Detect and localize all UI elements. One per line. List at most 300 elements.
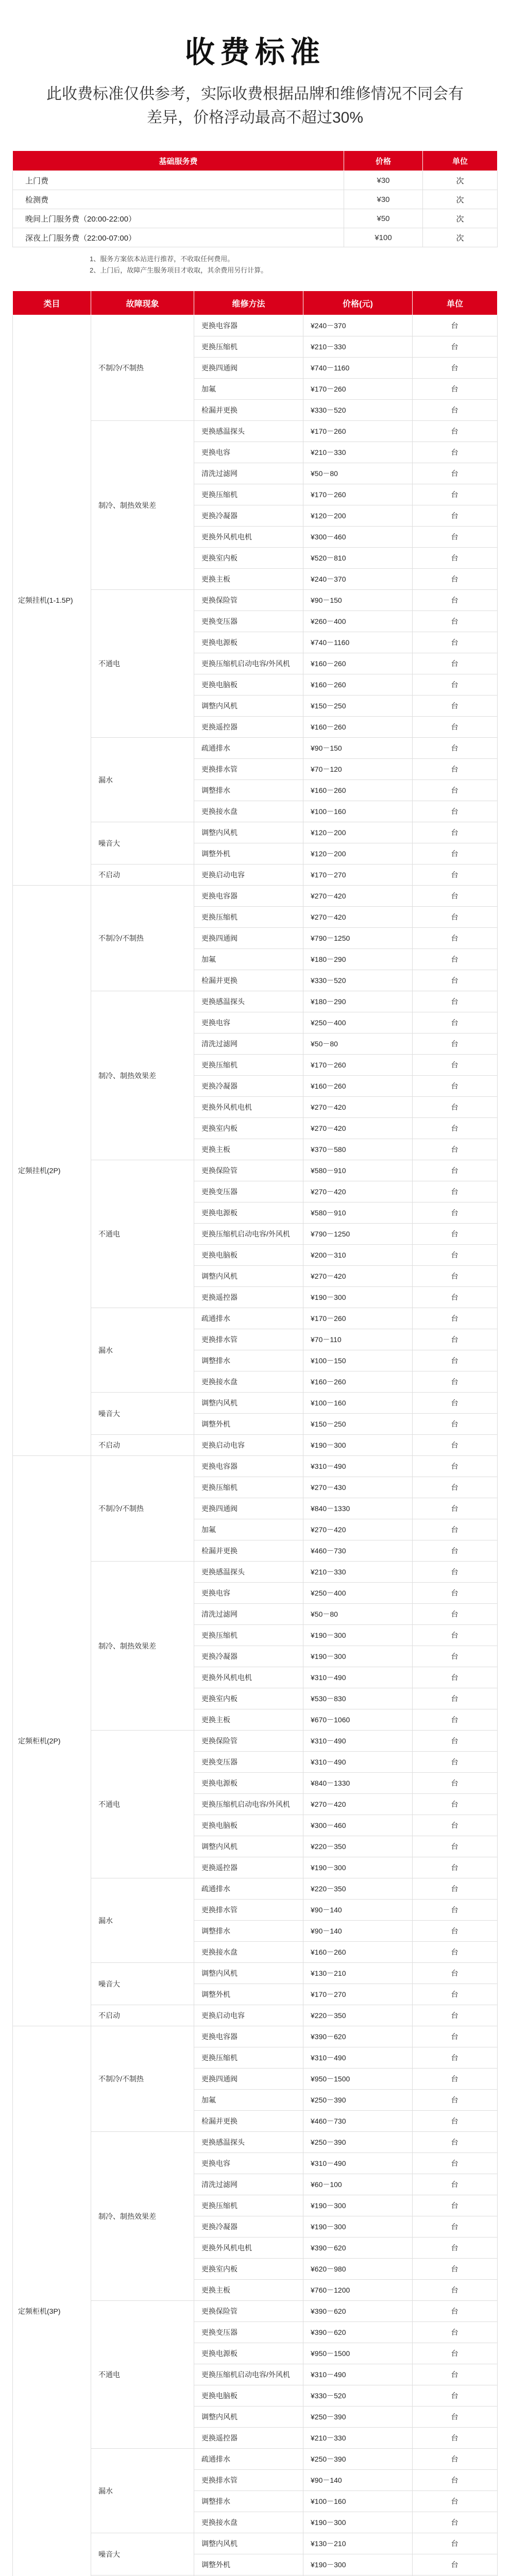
price-value: ¥50－80 xyxy=(303,1604,413,1625)
price-unit: 台 xyxy=(413,1625,498,1646)
price-method: 更换电脑板 xyxy=(194,1245,303,1266)
price-value: ¥390－620 xyxy=(303,2238,413,2259)
price-method: 更换压缩机 xyxy=(194,1625,303,1646)
price-value: ¥220－350 xyxy=(303,1836,413,1857)
price-fault: 不通电 xyxy=(91,1160,194,1308)
price-method: 清洗过滤网 xyxy=(194,1033,303,1055)
price-list-header-category: 类目 xyxy=(13,291,91,315)
price-value: ¥240－370 xyxy=(303,315,413,336)
price-category: 定频柜机(2P) xyxy=(13,1456,91,2026)
price-value: ¥100－160 xyxy=(303,2491,413,2512)
price-unit: 台 xyxy=(413,928,498,949)
price-unit: 台 xyxy=(413,970,498,991)
price-value: ¥310－490 xyxy=(303,1731,413,1752)
price-list-body xyxy=(13,315,498,2576)
price-method: 更换室内板 xyxy=(194,1688,303,1709)
price-value: ¥950－1500 xyxy=(303,2069,413,2090)
base-fee-name: 深夜上门服务费（22:00-07:00） xyxy=(13,228,344,247)
price-unit: 台 xyxy=(413,379,498,400)
price-unit: 台 xyxy=(413,569,498,590)
price-value: ¥210－330 xyxy=(303,442,413,463)
price-value: ¥250－390 xyxy=(303,2406,413,2428)
base-fee-row xyxy=(13,171,498,190)
price-method: 更换排水管 xyxy=(194,1329,303,1350)
price-value: ¥130－210 xyxy=(303,1963,413,1984)
price-fault: 制冷、制热效果差 xyxy=(91,421,194,590)
price-unit: 台 xyxy=(413,1076,498,1097)
price-fault: 噪音大 xyxy=(91,1963,194,2005)
price-value: ¥390－620 xyxy=(303,2322,413,2343)
price-unit: 台 xyxy=(413,2280,498,2301)
price-value: ¥190－300 xyxy=(303,1625,413,1646)
price-unit: 台 xyxy=(413,2132,498,2153)
price-value: ¥670－1060 xyxy=(303,1709,413,1731)
price-value: ¥250－390 xyxy=(303,2132,413,2153)
price-method: 更换主板 xyxy=(194,569,303,590)
price-unit: 台 xyxy=(413,653,498,674)
price-unit: 台 xyxy=(413,886,498,907)
base-fee-name: 检测费 xyxy=(13,190,344,209)
price-fault: 漏水 xyxy=(91,1308,194,1393)
price-value: ¥270－420 xyxy=(303,1266,413,1287)
price-method: 调整外机 xyxy=(194,2554,303,2575)
price-method: 更换接水盘 xyxy=(194,1942,303,1963)
price-fault: 制冷、制热效果差 xyxy=(91,2132,194,2301)
price-unit: 台 xyxy=(413,1055,498,1076)
price-unit: 台 xyxy=(413,336,498,358)
page-title: 收费标准 xyxy=(184,36,325,69)
price-value: ¥70－120 xyxy=(303,759,413,780)
price-value: ¥200－310 xyxy=(303,1245,413,1266)
price-method: 更换压缩机 xyxy=(194,907,303,928)
price-method: 更换电源板 xyxy=(194,2343,303,2364)
price-value: ¥790－1250 xyxy=(303,1224,413,1245)
price-unit: 台 xyxy=(413,2216,498,2238)
price-method: 更换保险管 xyxy=(194,1731,303,1752)
price-method: 调整内风机 xyxy=(194,1836,303,1857)
price-value: ¥210－330 xyxy=(303,2428,413,2449)
base-fee-row xyxy=(13,190,498,209)
price-unit: 台 xyxy=(413,1477,498,1498)
price-method: 更换遥控器 xyxy=(194,1857,303,1878)
price-method: 更换电容器 xyxy=(194,886,303,907)
page xyxy=(0,28,510,2576)
price-value: ¥170－270 xyxy=(303,865,413,886)
price-value: ¥170－260 xyxy=(303,1055,413,1076)
price-unit: 台 xyxy=(413,822,498,843)
price-unit: 台 xyxy=(413,1921,498,1942)
price-value: ¥190－300 xyxy=(303,1435,413,1456)
price-method: 更换接水盘 xyxy=(194,801,303,822)
price-value: ¥260－400 xyxy=(303,611,413,632)
price-unit: 台 xyxy=(413,1984,498,2005)
price-fault: 不通电 xyxy=(91,590,194,738)
price-unit: 台 xyxy=(413,2047,498,2069)
price-method: 清洗过滤网 xyxy=(194,1604,303,1625)
price-unit: 台 xyxy=(413,1393,498,1414)
price-value: ¥310－490 xyxy=(303,1456,413,1477)
price-unit: 台 xyxy=(413,1752,498,1773)
price-method: 更换电容 xyxy=(194,1012,303,1033)
price-method: 更换接水盘 xyxy=(194,2512,303,2533)
price-method: 更换四通阀 xyxy=(194,2069,303,2090)
price-unit: 台 xyxy=(413,1815,498,1836)
price-method: 更换外风机电机 xyxy=(194,1097,303,1118)
price-method: 更换电源板 xyxy=(194,1202,303,1224)
price-method: 更换排水管 xyxy=(194,1900,303,1921)
price-unit: 台 xyxy=(413,463,498,484)
price-method: 更换电容器 xyxy=(194,1456,303,1477)
price-unit: 台 xyxy=(413,1604,498,1625)
price-unit: 台 xyxy=(413,505,498,527)
price-value: ¥210－330 xyxy=(303,1562,413,1583)
price-method: 加氟 xyxy=(194,949,303,970)
price-unit: 台 xyxy=(413,2406,498,2428)
price-value: ¥60－100 xyxy=(303,2174,413,2195)
price-method: 更换四通阀 xyxy=(194,1498,303,1519)
price-fault: 不制冷/不制热 xyxy=(91,886,194,991)
price-value: ¥190－300 xyxy=(303,2216,413,2238)
price-unit: 台 xyxy=(413,527,498,548)
price-method: 更换室内板 xyxy=(194,548,303,569)
price-value: ¥190－300 xyxy=(303,1857,413,1878)
price-value: ¥50－80 xyxy=(303,1033,413,1055)
price-unit: 台 xyxy=(413,2195,498,2216)
price-method: 更换四通阀 xyxy=(194,928,303,949)
price-unit: 台 xyxy=(413,1097,498,1118)
price-method: 疏通排水 xyxy=(194,1308,303,1329)
price-value: ¥100－150 xyxy=(303,1350,413,1371)
base-fee-price: ¥30 xyxy=(344,190,423,209)
price-unit: 台 xyxy=(413,1878,498,1900)
price-unit: 台 xyxy=(413,1435,498,1456)
price-category: 定频柜机(3P) xyxy=(13,2026,91,2576)
price-unit: 台 xyxy=(413,949,498,970)
price-value: ¥620－980 xyxy=(303,2259,413,2280)
price-value: ¥520－810 xyxy=(303,548,413,569)
price-method: 更换遥控器 xyxy=(194,2428,303,2449)
price-value: ¥840－1330 xyxy=(303,1773,413,1794)
price-method: 调整外机 xyxy=(194,1984,303,2005)
price-fault: 制冷、制热效果差 xyxy=(91,1562,194,1731)
price-method: 更换外风机电机 xyxy=(194,1667,303,1688)
price-row xyxy=(13,1456,498,1477)
price-unit: 台 xyxy=(413,442,498,463)
price-unit: 台 xyxy=(413,1012,498,1033)
price-value: ¥180－290 xyxy=(303,991,413,1012)
price-method: 更换压缩机 xyxy=(194,2195,303,2216)
price-method: 更换电脑板 xyxy=(194,2385,303,2406)
price-unit: 台 xyxy=(413,1350,498,1371)
price-unit: 台 xyxy=(413,1646,498,1667)
price-method: 加氟 xyxy=(194,2090,303,2111)
price-method: 更换电源板 xyxy=(194,632,303,653)
price-value: ¥300－460 xyxy=(303,527,413,548)
price-method: 更换启动电容 xyxy=(194,1435,303,1456)
price-value: ¥150－250 xyxy=(303,696,413,717)
base-fee-header-name: 基础服务费 xyxy=(13,151,344,171)
price-value: ¥330－520 xyxy=(303,970,413,991)
price-unit: 台 xyxy=(413,1942,498,1963)
price-value: ¥160－260 xyxy=(303,780,413,801)
price-unit: 台 xyxy=(413,1033,498,1055)
price-method: 更换外风机电机 xyxy=(194,527,303,548)
base-fee-price: ¥30 xyxy=(344,171,423,190)
price-unit: 台 xyxy=(413,2533,498,2554)
price-unit: 台 xyxy=(413,843,498,865)
price-value: ¥760－1200 xyxy=(303,2280,413,2301)
price-unit: 台 xyxy=(413,1308,498,1329)
price-unit: 台 xyxy=(413,696,498,717)
price-fault: 噪音大 xyxy=(91,822,194,865)
price-value: ¥160－260 xyxy=(303,674,413,696)
price-fault: 不启动 xyxy=(91,2005,194,2026)
price-value: ¥840－1330 xyxy=(303,1498,413,1519)
price-method: 更换电容 xyxy=(194,1583,303,1604)
price-unit: 台 xyxy=(413,1498,498,1519)
price-value: ¥370－580 xyxy=(303,1139,413,1160)
price-value: ¥580－910 xyxy=(303,1202,413,1224)
price-unit: 台 xyxy=(413,2005,498,2026)
base-fee-notes xyxy=(12,247,498,276)
price-method: 疏通排水 xyxy=(194,738,303,759)
price-unit: 台 xyxy=(413,1773,498,1794)
price-unit: 台 xyxy=(413,400,498,421)
price-fault: 不制冷/不制热 xyxy=(91,315,194,421)
price-value: ¥150－250 xyxy=(303,1414,413,1435)
price-method: 更换保险管 xyxy=(194,1160,303,1181)
price-unit: 台 xyxy=(413,1583,498,1604)
price-method: 检漏并更换 xyxy=(194,400,303,421)
price-method: 调整内风机 xyxy=(194,1266,303,1287)
price-unit: 台 xyxy=(413,1963,498,1984)
base-fee-unit: 次 xyxy=(423,190,498,209)
price-fault: 漏水 xyxy=(91,1878,194,1963)
price-unit: 台 xyxy=(413,1414,498,1435)
price-unit: 台 xyxy=(413,2512,498,2533)
base-fee-header-price: 价格 xyxy=(344,151,423,171)
price-category: 定频挂机(2P) xyxy=(13,886,91,1456)
price-unit: 台 xyxy=(413,1224,498,1245)
price-value: ¥90－140 xyxy=(303,1900,413,1921)
price-unit: 台 xyxy=(413,2301,498,2322)
price-method: 更换主板 xyxy=(194,2280,303,2301)
price-method: 更换压缩机启动电容/外风机 xyxy=(194,1224,303,1245)
price-unit: 台 xyxy=(413,1540,498,1562)
price-method: 更换变压器 xyxy=(194,611,303,632)
price-unit: 台 xyxy=(413,2343,498,2364)
price-fault: 不通电 xyxy=(91,1731,194,1878)
price-value: ¥250－400 xyxy=(303,1012,413,1033)
price-unit: 台 xyxy=(413,2364,498,2385)
price-value: ¥50－80 xyxy=(303,463,413,484)
price-value: ¥310－490 xyxy=(303,1752,413,1773)
price-method: 疏通排水 xyxy=(194,1878,303,1900)
price-unit: 台 xyxy=(413,1562,498,1583)
price-method: 更换感温探头 xyxy=(194,1562,303,1583)
price-value: ¥270－420 xyxy=(303,907,413,928)
price-value: ¥390－620 xyxy=(303,2026,413,2047)
price-list-header-fault: 故障现象 xyxy=(91,291,194,315)
price-method: 调整内风机 xyxy=(194,2533,303,2554)
price-method: 更换冷凝器 xyxy=(194,1646,303,1667)
price-unit: 台 xyxy=(413,2259,498,2280)
price-value: ¥130－210 xyxy=(303,2533,413,2554)
price-unit: 台 xyxy=(413,738,498,759)
price-value: ¥70－110 xyxy=(303,1329,413,1350)
price-list-table xyxy=(12,291,498,2576)
price-unit: 台 xyxy=(413,2470,498,2491)
price-value: ¥310－490 xyxy=(303,2364,413,2385)
price-unit: 台 xyxy=(413,632,498,653)
price-list-header-price: 价格(元) xyxy=(303,291,413,315)
price-value: ¥160－260 xyxy=(303,1942,413,1963)
price-value: ¥160－260 xyxy=(303,717,413,738)
price-method: 调整内风机 xyxy=(194,1963,303,1984)
price-value: ¥220－350 xyxy=(303,2005,413,2026)
price-unit: 台 xyxy=(413,2449,498,2470)
price-method: 更换压缩机 xyxy=(194,484,303,505)
price-method: 更换感温探头 xyxy=(194,2132,303,2153)
price-unit: 台 xyxy=(413,717,498,738)
price-method: 更换压缩机 xyxy=(194,336,303,358)
price-method: 更换感温探头 xyxy=(194,991,303,1012)
price-value: ¥270－420 xyxy=(303,1097,413,1118)
base-fee-row xyxy=(13,209,498,228)
price-unit: 台 xyxy=(413,907,498,928)
base-fee-unit: 次 xyxy=(423,228,498,247)
price-method: 更换接水盘 xyxy=(194,1371,303,1393)
price-unit: 台 xyxy=(413,611,498,632)
price-method: 调整内风机 xyxy=(194,822,303,843)
price-method: 更换主板 xyxy=(194,1139,303,1160)
base-fee-unit: 次 xyxy=(423,209,498,228)
price-unit: 台 xyxy=(413,2174,498,2195)
price-unit: 台 xyxy=(413,590,498,611)
price-method: 更换室内板 xyxy=(194,2259,303,2280)
price-value: ¥100－160 xyxy=(303,1393,413,1414)
price-row xyxy=(13,886,498,907)
base-fee-unit: 次 xyxy=(423,171,498,190)
price-method: 更换变压器 xyxy=(194,1752,303,1773)
price-value: ¥100－160 xyxy=(303,801,413,822)
price-fault: 不制冷/不制热 xyxy=(91,2026,194,2132)
price-unit: 台 xyxy=(413,2238,498,2259)
price-value: ¥790－1250 xyxy=(303,928,413,949)
price-unit: 台 xyxy=(413,1688,498,1709)
price-unit: 台 xyxy=(413,1245,498,1266)
price-unit: 台 xyxy=(413,2069,498,2090)
price-unit: 台 xyxy=(413,2385,498,2406)
price-method: 加氟 xyxy=(194,1519,303,1540)
price-value: ¥270－420 xyxy=(303,1181,413,1202)
price-method: 清洗过滤网 xyxy=(194,2174,303,2195)
price-fault: 噪音大 xyxy=(91,2533,194,2575)
price-value: ¥270－420 xyxy=(303,1794,413,1815)
price-method: 调整内风机 xyxy=(194,2406,303,2428)
price-value: ¥530－830 xyxy=(303,1688,413,1709)
price-unit: 台 xyxy=(413,1519,498,1540)
price-value: ¥190－300 xyxy=(303,2512,413,2533)
price-unit: 台 xyxy=(413,1118,498,1139)
price-method: 清洗过滤网 xyxy=(194,463,303,484)
price-method: 更换压缩机 xyxy=(194,1055,303,1076)
price-row xyxy=(13,315,498,336)
price-fault: 噪音大 xyxy=(91,1393,194,1435)
price-list-header-row xyxy=(13,291,498,315)
price-value: ¥300－460 xyxy=(303,1815,413,1836)
price-method: 调整外机 xyxy=(194,1414,303,1435)
price-method: 更换启动电容 xyxy=(194,2005,303,2026)
price-value: ¥220－350 xyxy=(303,1878,413,1900)
price-method: 更换电源板 xyxy=(194,1773,303,1794)
price-method: 调整排水 xyxy=(194,780,303,801)
base-fee-row xyxy=(13,228,498,247)
price-unit: 台 xyxy=(413,1709,498,1731)
price-method: 更换排水管 xyxy=(194,2470,303,2491)
price-value: ¥160－260 xyxy=(303,653,413,674)
price-value: ¥170－270 xyxy=(303,1984,413,2005)
price-unit: 台 xyxy=(413,801,498,822)
price-unit: 台 xyxy=(413,1857,498,1878)
price-method: 调整排水 xyxy=(194,1921,303,1942)
price-value: ¥460－730 xyxy=(303,2111,413,2132)
price-fault: 漏水 xyxy=(91,2449,194,2533)
price-value: ¥250－400 xyxy=(303,1583,413,1604)
price-value: ¥170－260 xyxy=(303,1308,413,1329)
price-method: 更换外风机电机 xyxy=(194,2238,303,2259)
price-value: ¥120－200 xyxy=(303,505,413,527)
price-method: 更换室内板 xyxy=(194,1118,303,1139)
price-method: 更换压缩机启动电容/外风机 xyxy=(194,1794,303,1815)
price-unit: 台 xyxy=(413,759,498,780)
price-fault: 不制冷/不制热 xyxy=(91,1456,194,1562)
price-method: 更换电容 xyxy=(194,2153,303,2174)
price-unit: 台 xyxy=(413,1329,498,1350)
price-unit: 台 xyxy=(413,1836,498,1857)
price-method: 更换电容 xyxy=(194,442,303,463)
base-fee-price: ¥50 xyxy=(344,209,423,228)
price-value: ¥740－1160 xyxy=(303,358,413,379)
price-method: 更换冷凝器 xyxy=(194,2216,303,2238)
price-value: ¥330－520 xyxy=(303,400,413,421)
price-value: ¥210－330 xyxy=(303,336,413,358)
price-unit: 台 xyxy=(413,1371,498,1393)
price-method: 检漏并更换 xyxy=(194,2111,303,2132)
price-list-header-method: 维修方法 xyxy=(194,291,303,315)
price-value: ¥170－260 xyxy=(303,379,413,400)
price-value: ¥180－290 xyxy=(303,949,413,970)
price-value: ¥270－420 xyxy=(303,886,413,907)
price-unit: 台 xyxy=(413,2111,498,2132)
price-value: ¥190－300 xyxy=(303,1646,413,1667)
price-unit: 台 xyxy=(413,2491,498,2512)
price-method: 更换冷凝器 xyxy=(194,1076,303,1097)
price-value: ¥270－420 xyxy=(303,1519,413,1540)
price-method: 调整排水 xyxy=(194,1350,303,1371)
price-unit: 台 xyxy=(413,421,498,442)
price-unit: 台 xyxy=(413,1667,498,1688)
price-unit: 台 xyxy=(413,1266,498,1287)
price-unit: 台 xyxy=(413,1287,498,1308)
base-fee-price: ¥100 xyxy=(344,228,423,247)
price-unit: 台 xyxy=(413,2322,498,2343)
price-method: 更换主板 xyxy=(194,1709,303,1731)
price-method: 更换电脑板 xyxy=(194,1815,303,1836)
price-value: ¥250－390 xyxy=(303,2090,413,2111)
price-method: 更换排水管 xyxy=(194,759,303,780)
price-value: ¥950－1500 xyxy=(303,2343,413,2364)
